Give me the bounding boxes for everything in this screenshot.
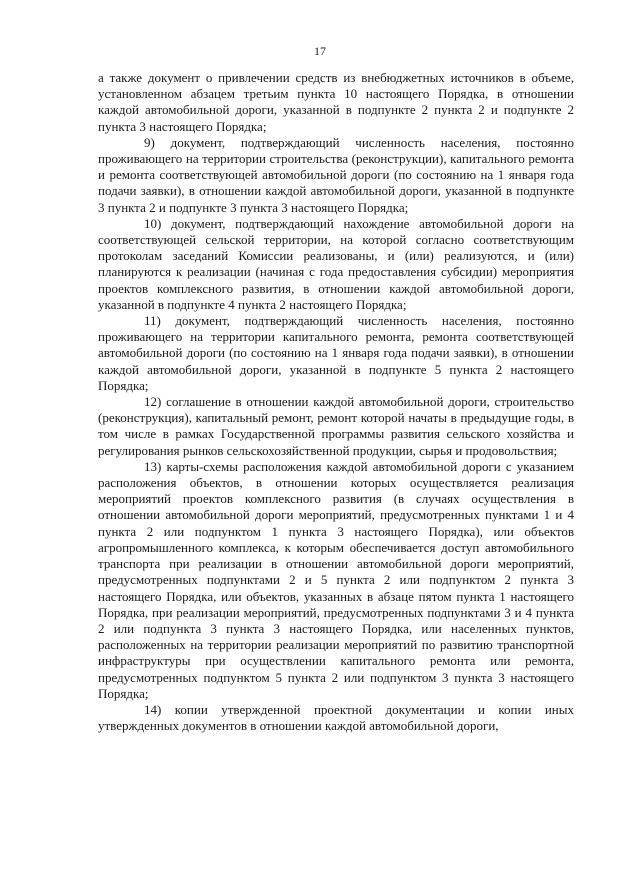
- paragraph-item-10: 10) документ, подтверждающий нахождение автомобильной дороги на соответствующей сельской территории, на которой согласно соответствующим протоколам заседаний Комиссии реализованы, и (или) реализуются, и (или) планируются к реализации (начиная с года предоставления субсидии) мероприятия проектов комплексного развития, в отношении каждой автомобильной дороги, указанной в подпункте 4 пункта 2 настоящего Порядка;: [98, 215, 574, 312]
- document-body: [98, 70, 574, 734]
- paragraph-item-11: 11) документ, подтверждающий численность населения, постоянно проживающего на территории капитального ремонта, ремонта соответствующей автомобильной дороги (по состоянию на 1 января года подачи заявки), в отношении каждой автомобильной дороги, указанной в подпункте 5 пункта 2 настоящего Порядка;: [98, 313, 574, 393]
- paragraph-item-14: 14) копии утвержденной проектной документации и копии иных утвержденных документов в отношении каждой автомобильной дороги,: [98, 701, 574, 734]
- paragraph-continuation: а также документ о привлечении средств из внебюджетных источников в объеме, установленном абзацем третьим пункта 10 настоящего Порядка, в отношении каждой автомобильной дороги, указанной в подпункте 2 пункта 2 и подпункте 2 пункта 3 настоящего Порядка;: [98, 70, 574, 134]
- paragraph-item-9: 9) документ, подтверждающий численность населения, постоянно проживающего на территории строительства (реконструкции), капитального ремонта и ремонта соответствующей автомобильной дороги (по состоянию на 1 января года подачи заявки), в отношении каждой автомобильной дороги, указанной в подпункте 3 пункта 2 и подпункте 3 пункта 3 настоящего Порядка;: [98, 134, 574, 215]
- page-number: 17: [314, 44, 326, 58]
- paragraph-item-13: 13) карты-схемы расположения каждой автомобильной дороги с указанием расположения объектов, в отношении которых осуществляется реализация мероприятий проектов комплексного развития (в случаях осуществления в отношении автомобильной дороги мероприятий, предусмотренных пунктами 1 и 4 пункта 2 или подпунктом 1 пункта 3 настоящего Порядка), или объектов агропромышленного комплекса, к которым обеспечивается доступ автомобильного транспорта при реализации в отношении автомобильной дороги мероприятий, предусмотренных подпунктами 2 и 5 пункта 2 или подпунктом 2 пункта 3 настоящего Порядка, или объектов, указанных в абзаце пятом пункта 1 настоящего Порядка, при реализации мероприятий, предусмотренных подпунктами 3 и 4 пункта 2 или подпункта 3 пункта 3 настоящего Порядка, или населенных пунктов, расположенных на территории реализации мероприятий по развитию транспортной инфраструктуры при осуществлении капитального ремонта или ремонта, предусмотренных подпунктом 5 пункта 2 или подпунктом 3 пункта 3 настоящего Порядка;: [98, 458, 574, 701]
- paragraph-item-12: 12) соглашение в отношении каждой автомобильной дороги, строительство (реконструкция), капитальный ремонт, ремонт которой начаты в предыдущие годы, в том числе в рамках Государственной программы развития сельского хозяйства и регулирования рынков сельскохозяйственной продукции, сырья и продовольствия;: [98, 394, 574, 458]
